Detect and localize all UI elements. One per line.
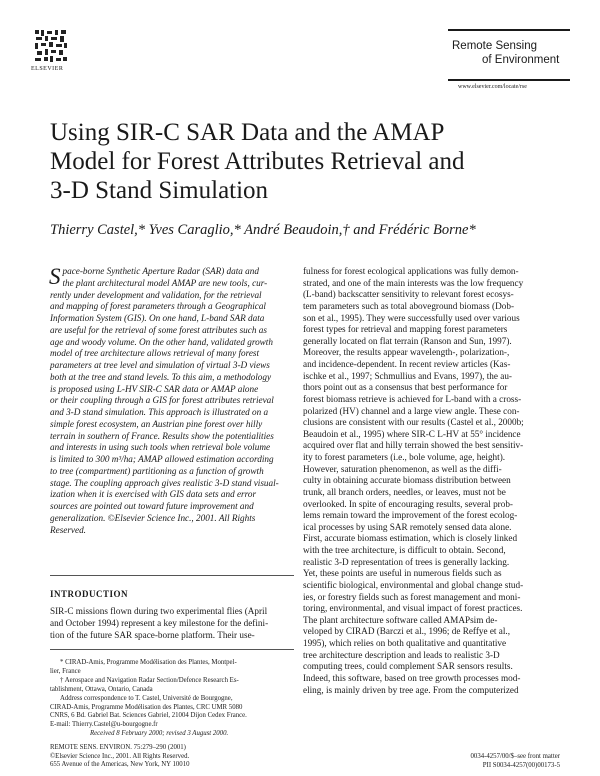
abstract-line: stage. The coupling approach gives realistic 3-D stand visual- [50,477,279,488]
abstract-line: Information System (GIS). On one hand, L-band SAR data [50,313,265,323]
body-line: eling, is mainly driven by tree age. From the computerized [303,684,519,695]
pii-line: PII S0034-4257(00)00173-5 [482,761,560,769]
body-line: The plant architecture software called AMAPsim de- [303,614,498,625]
abstract-line: and 3-D stand simulation. This approach is illustrated on a [50,407,269,417]
footnotes [50,659,294,739]
intro-line: and October 1994) represent a key milestone for the defini- [50,617,269,628]
body-line: tree architecture description and leads to realistic 3-D [303,649,500,660]
journal-reference-line: ©Elsevier Science Inc., 2001. All Rights Reserved. [50,752,190,760]
body-text-right-column [303,266,560,696]
footnote-line: lier, France [50,667,81,675]
abstract [50,266,294,536]
body-line: toring, environmental, and visual impact of forest practices. [303,603,523,614]
body-line: Moreover, the results appear wavelength-, polarization-, [303,347,510,358]
journal-reference [50,744,190,770]
body-line: forest biomass retrieve is achieved for L-band with a cross- [303,393,522,404]
abstract-line: and mapping of forest parameters through a Geographical [50,301,266,312]
abstract-line: Reserved. [50,524,86,535]
intro-line: SIR-C missions flown during two experimental flies (April [50,606,268,616]
body-line: 1995), which relies on both qualitative and quantitative [303,638,507,648]
journal-name-line1: Remote Sensing [452,40,538,52]
footnote-line: CIRAD-Amis, Programme Modélisation des Plantes, CRC UMR 5080 [50,703,243,711]
abstract-line: sources are pointed out toward future improvement and [50,501,254,511]
footnote-line: E-mail: Thierry.Castel@u-bourgogne.fr [50,721,158,729]
abstract-line: or their coupling through a GIS for forest attributes retrieval [50,395,274,406]
body-line: polarized (HV) channel and a large view angle. These con- [303,405,520,416]
abstract-line: are useful for the retrieval of some forest attributes such as [50,324,267,335]
body-line: with the tree architecture, is difficult to obtain. Second, [303,545,506,555]
journal-name-line2: of Environment [482,54,560,66]
footnote-divider [50,649,294,650]
body-line: acquired over flat and hilly terrain showed the best sensitiv- [303,440,524,451]
abstract-line: ization when it is exercised with GIS data sets and error [50,489,257,500]
elsevier-tree-logo [33,28,69,64]
body-line: (L-band) backscatter sensitivity to relevant forest ecosys- [303,289,514,300]
body-line: overlooked. In spite of encouraging results, several prob- [303,498,513,509]
abstract-line: simple forest ecosystem, an Austrian pine forest over hilly [50,418,263,429]
abstract-line: terrain in southern of France. Results show the potentialities [50,430,274,441]
abstract-line: age and woody volume. On the other hand, validated growth [50,336,273,347]
abstract-line: is limited to 300 m³/ha; AMAP allowed estimation according [50,454,274,464]
body-line: Beaudoin et al., 1995) where SIR-C L-HV at 55° incidence [303,428,521,439]
abstract-line: generalization. ©Elsevier Science Inc., 2001. All Rights [50,512,256,523]
body-line: realistic 3-D representation of trees is generally lacking. [303,556,510,567]
abstract-dropcap: S [49,264,61,289]
body-line: Yet, these points are useful in numerous fields such as [303,568,502,579]
journal-reference-line: REMOTE SENS. ENVIRON. 75:279–290 (2001) [50,744,186,751]
body-line: and incidence-dependent. In recent review articles (Kas- [303,359,511,369]
abstract-line: model of tree architecture allows retrieval of many forest [50,348,260,359]
body-line: generally located on flat terrain (Ranson and Sun, 1997). [303,335,512,346]
footnote-line: Address correspondence to T. Castel, Université de Bourgogne, [60,694,233,702]
body-line: However, saturation phenomenon, as well as the diffi- [303,463,502,474]
body-line: trunk, all branch orders, needles, or leaves, must not be [303,486,506,497]
abstract-line: parameters at tree level and simulation of virtual 3-D views [50,360,270,370]
issn-line: 0034-4257/00/$–see front matter [470,753,560,760]
intro-line: tion of the future SAR space-borne platform. Their use- [50,629,255,640]
abstract-line: rently under development and validation, for the retrieval [50,289,262,300]
body-line: lems remain toward the improvement of the forest ecolog- [303,510,518,521]
body-line: thors point out as a consensus that best performance for [303,382,508,393]
article-title [50,118,570,205]
title-line: Using SIR-C SAR Data and the AMAP [50,119,445,146]
abstract-line: pace-borne Synthetic Aperture Radar (SAR) data and [62,266,259,276]
author-list: Thierry Castel,* Yves Caraglio,* André Beaudoin,† and Frédéric Borne* [50,222,476,238]
footnote-line: CNRS, 6 Bd. Gabriel Bat. Sciences Gabriel, 21004 Dijon Cedex France. [50,712,247,720]
body-line: veloped by CIRAD (Barczi et al., 1996; de Reffye et al., [303,626,510,637]
body-line: First, accurate biomass estimation, which is closely linked [303,533,518,544]
footnote-line: * CIRAD-Amis, Programme Modélisation des Plantes, Montpel- [60,659,237,666]
received-dates: Received 8 February 2000; revised 3 August 2000. [90,730,229,738]
body-line: tem parameters such as total aboveground biomass (Dob- [303,300,514,311]
body-line: fulness for forest ecological applications was fully demon- [303,266,519,276]
body-line: ity to forest parameters (i.e., bole volume, age, height). [303,452,506,462]
body-line: ical processes by using SAR remotely sensed data alone. [303,521,512,532]
article-identifiers [471,753,560,770]
body-line: clusions are consistent with our results (Castel et al., 2000b; [303,417,524,428]
abstract-line: is proposed using L-HV SIR-C SAR data or AMAP alone [50,383,259,394]
body-line: forest types for retrieval and mapping forest parameters [303,324,508,335]
abstract-line: to tree (compartment) partitioning as a function of growth [50,465,264,476]
body-line: scientific biological, environmental and global change stud- [303,579,524,590]
body-line: ischke et al., 1997; Schmullius and Evans, 1997), the au- [303,370,512,381]
abstract-line: both at the tree and stand levels. To this aim, a methodology [50,371,272,382]
title-line: Model for Forest Attributes Retrieval and [50,148,465,175]
publisher-caption: ELSEVIER [31,66,64,72]
footnote-line: tablishment, Ottawa, Ontario, Canada [50,685,153,693]
body-line: ies, or forestry fields such as forest management and moni- [303,591,521,602]
abstract-line: and interests in using such tools when retrieval bole volume [50,442,271,453]
title-line: 3-D Stand Simulation [50,177,269,204]
body-line: Indeed, this software, based on tree growth processes mod- [303,672,521,683]
body-line: son et al., 1995). They were successfully used over various [303,312,520,323]
abstract-line: the plant architectural model AMAP are new tools, cur- [62,277,268,288]
footnote-line: † Aerospace and Navigation Radar Section/Defence Research Es- [60,676,239,684]
introduction-text [50,606,294,641]
journal-reference-line: 655 Avenue of the Americas, New York, NY 10010 [50,761,190,768]
body-line: culty in obtaining accurate biomass distribution between [303,475,511,486]
body-line: computing trees, could complement SAR sensors results. [303,661,513,672]
journal-url: www.elsevier.com/locate/rse [458,84,527,90]
abstract-divider [50,575,294,576]
introduction-heading: INTRODUCTION [50,589,129,599]
body-line: strated, and one of the main interests was the low frequency [303,277,524,288]
